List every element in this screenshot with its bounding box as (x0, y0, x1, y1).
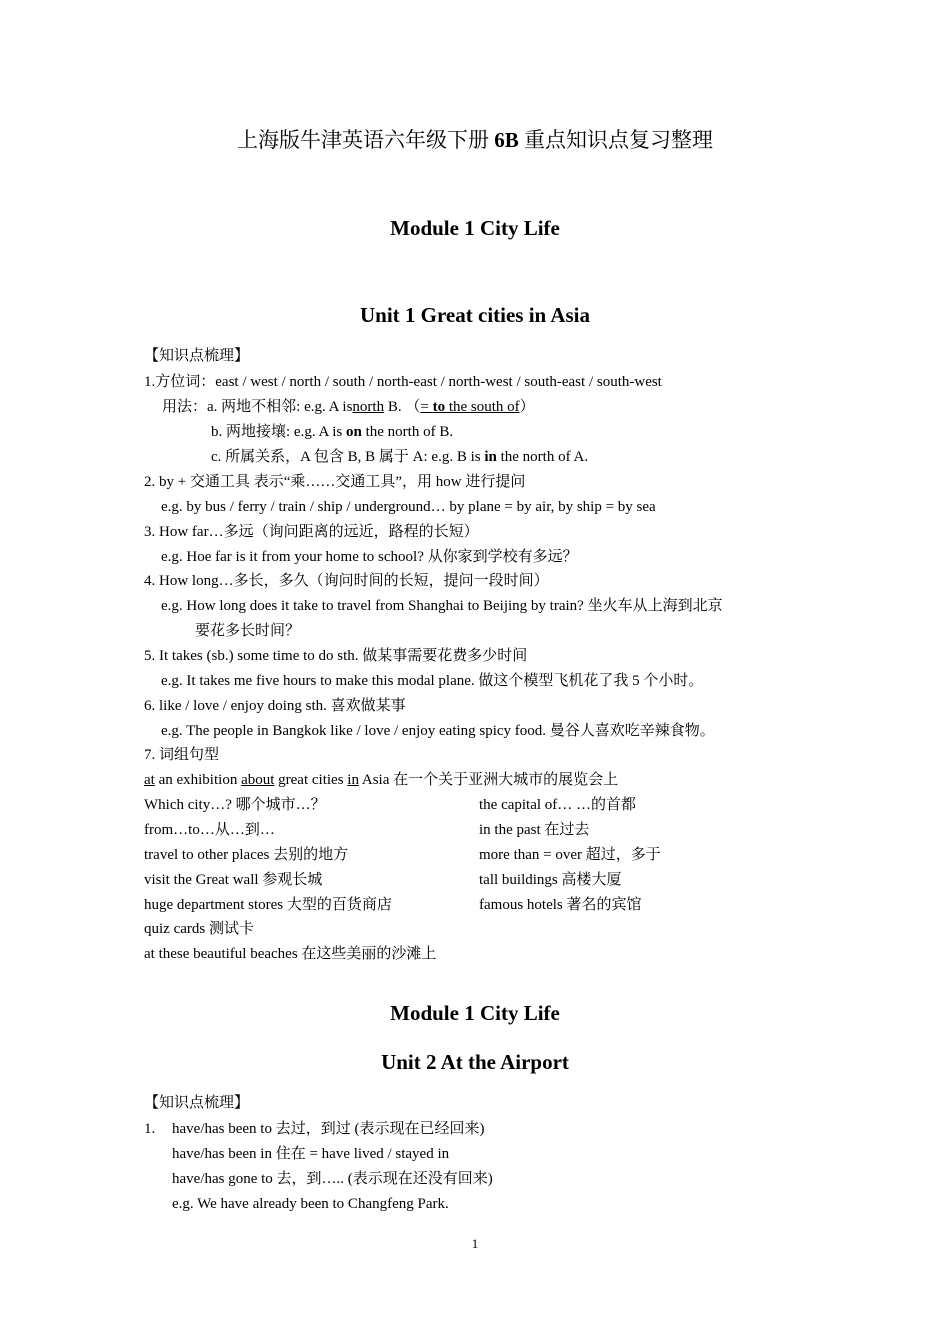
phrase-left-1: Which city…? 哪个城市…？ (144, 797, 326, 813)
u2-line-2: have/has been in 住在 = have lived / stayed in (172, 1146, 450, 1162)
phrase-right-5: famous hotels 著名的宾馆 (479, 897, 642, 913)
phrase-left-6: quiz cards 测试卡 (144, 921, 254, 937)
u1-item4-example-cont: 要花多长时间？ (195, 623, 301, 639)
u1-item4-example: e.g. How long does it take to travel from Shanghai to Beijing by train? 坐火车从上海到北京 (161, 598, 723, 614)
u2-line-4: e.g. We have already been to Changfeng Park. (172, 1196, 449, 1212)
u1-item2: 2. by + 交通工具 表示“乘……交通工具”，用 how 进行提问 (144, 474, 526, 490)
phrase-left-2: from…to…从…到… (144, 822, 275, 838)
phrase-left-3: travel to other places 去别的地方 (144, 847, 349, 863)
u2-item-number: 1. (144, 1121, 156, 1137)
u1-item4: 4. How long…多长，多久（询问时间的长短，提问一段时间） (144, 573, 549, 589)
u2-line-3: have/has gone to 去，到….. (表示现在还没有回来) (172, 1171, 493, 1187)
u1-item3-example: e.g. Hoe far is it from your home to school? 从你家到学校有多远？ (161, 549, 578, 565)
u1-item3: 3. How far…多远（询问距离的远近，路程的长短） (144, 524, 479, 540)
module-heading: Module 1 City Life (390, 216, 560, 240)
title-part-b: 6B (494, 128, 519, 152)
usage-north: north (352, 399, 385, 415)
u2-line-1: have/has been to 去过，到过 (表示现在已经回来) (172, 1121, 485, 1137)
phrase-right-2: in the past 在过去 (479, 822, 590, 838)
usage-b-letter: B. （ (384, 399, 421, 415)
phrase-left-7: at these beautiful beaches 在这些美丽的沙滩上 (144, 946, 437, 962)
usage-equiv: = to the south of (420, 399, 520, 415)
u1-item5-example: e.g. It takes me five hours to make this modal plane. 做这个模型飞机花了我 5 个小时。 (161, 673, 704, 689)
section-label: 【知识点梳理】 (144, 348, 250, 364)
unit1-heading: Unit 1 Great cities in Asia (359, 303, 590, 327)
u1-item5: 5. It takes (sb.) some time to do sth. 做某事需要花费多少时间 (144, 648, 528, 664)
phrase-left-5: huge department stores 大型的百货商店 (144, 897, 392, 913)
phrase-right-1: the capital of… …的首都 (479, 797, 637, 813)
title-part-c: 重点知识点复习整理 (518, 128, 713, 152)
unit2-heading: Unit 2 At the Airport (381, 1050, 569, 1074)
phrase-right-3: more than = over 超过，多于 (479, 847, 661, 863)
u1-usage-b: b. 两地接壤: e.g. A is on the north of B. (211, 424, 454, 440)
usage-a-label: 用法：a. 两地不相邻: e.g. A is (162, 399, 353, 415)
u1-item1: 1.方位词：east / west / north / south / north-east / north-west / south-east / south-west (144, 374, 662, 390)
phrase-left-4: visit the Great wall 参观长城 (144, 872, 323, 888)
page-number: 1 (471, 1236, 479, 1251)
u1-phrase-exhibition: at an exhibition about great cities in Asia 在一个关于亚洲大城市的展览会上 (144, 772, 619, 788)
u1-usage-c: c. 所属关系，A 包含 B, B 属于 A: e.g. B is in the north of A. (211, 449, 589, 465)
u1-item6-example: e.g. The people in Bangkok like / love / enjoy eating spicy food. 曼谷人喜欢吃辛辣食物。 (161, 723, 715, 739)
usage-close: ） (519, 399, 535, 415)
page-title (0, 130, 950, 151)
u1-item6: 6. like / love / enjoy doing sth. 喜欢做某事 (144, 698, 406, 714)
section-label-2: 【知识点梳理】 (144, 1095, 250, 1111)
u1-usage-a (162, 400, 535, 415)
title-part-a: 上海版牛津英语六年级下册 (236, 128, 495, 152)
u1-item7: 7. 词组句型 (144, 747, 220, 763)
u1-item2-example: e.g. by bus / ferry / train / ship / underground… by plane = by air, by ship = by sea (161, 499, 656, 515)
module-heading-2: Module 1 City Life (390, 1001, 560, 1025)
phrase-right-4: tall buildings 高楼大厦 (479, 872, 622, 888)
